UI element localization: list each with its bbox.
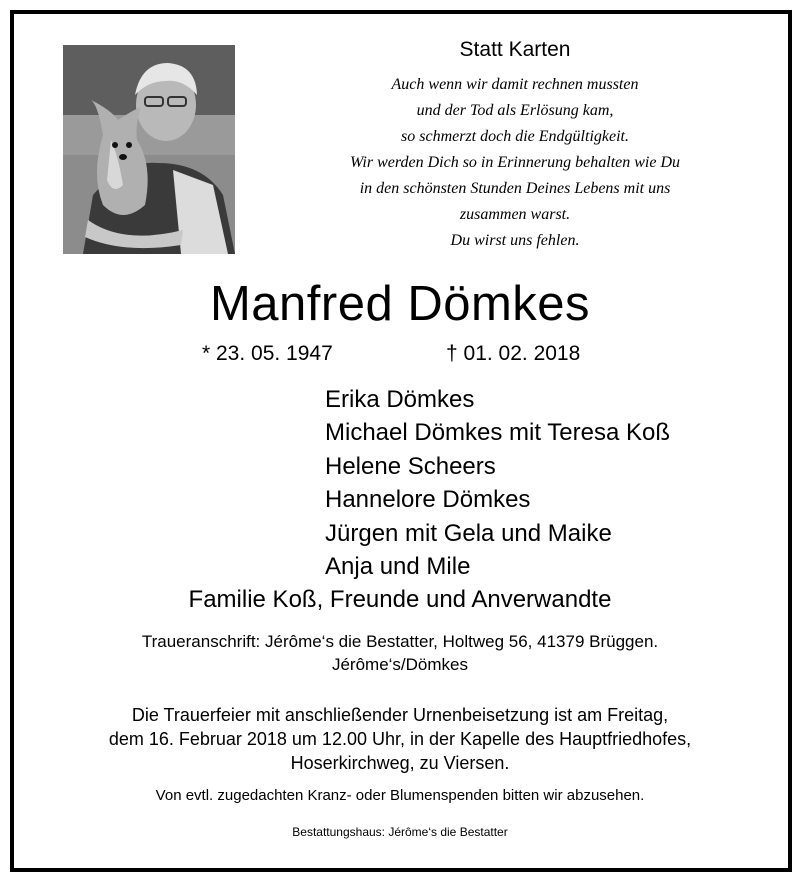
mourners-list — [325, 383, 670, 583]
mourner-name: Michael Dömkes mit Teresa Koß — [325, 419, 670, 447]
deceased-name: Manfred Dömkes — [209, 277, 591, 331]
memorial-poem — [320, 72, 710, 254]
death-date: † 01. 02. 2018 — [446, 342, 581, 365]
mourner-name: Erika Dömkes — [325, 386, 475, 413]
mourner-name: Anja und Mile — [325, 553, 471, 581]
mourner-name: Hannelore Dömkes — [325, 486, 531, 514]
poem-line: Wir werden Dich so in Erinnerung behalten wie Du — [349, 154, 681, 171]
address-line: Jérôme‘s/Dömkes — [331, 655, 469, 674]
poem-line: zusammen warst. — [459, 206, 571, 223]
mourning-address — [0, 630, 800, 676]
poem-line: Auch wenn wir damit rechnen mussten — [391, 76, 639, 93]
poem-line: so schmerzt doch die Endgültigkeit. — [401, 128, 629, 145]
mourner-name: Jürgen mit Gela und Maike — [325, 519, 612, 547]
statt-karten-heading: Statt Karten — [459, 38, 571, 61]
service-line: dem 16. Februar 2018 um 12.00 Uhr, in der Kapelle des Hauptfriedhofes, — [108, 729, 692, 749]
birth-date: * 23. 05. 1947 — [202, 342, 333, 365]
family-line: Familie Koß, Freunde und Anverwandte — [188, 586, 612, 613]
mourner-name: Helene Scheers — [325, 452, 496, 480]
service-line: Hoserkirchweg, zu Viersen. — [290, 753, 510, 773]
service-line: Die Trauerfeier mit anschließender Urnenbeisetzung ist am Freitag, — [131, 705, 669, 725]
funeral-home-credit: Bestattungshaus: Jérôme‘s die Bestatter — [292, 825, 508, 839]
address-line: Traueranschrift: Jérôme‘s die Bestatter, Holtweg 56, 41379 Brüggen. — [141, 632, 659, 651]
flowers-note: Von evtl. zugedachten Kranz- oder Blumenspenden bitten wir abzusehen. — [155, 787, 645, 804]
service-announcement — [0, 703, 800, 775]
portrait-photo — [63, 45, 235, 254]
poem-line: und der Tod als Erlösung kam, — [416, 102, 614, 119]
poem-line: Du wirst uns fehlen. — [450, 232, 580, 249]
poem-line: in den schönsten Stunden Deines Lebens mit uns — [359, 180, 671, 197]
